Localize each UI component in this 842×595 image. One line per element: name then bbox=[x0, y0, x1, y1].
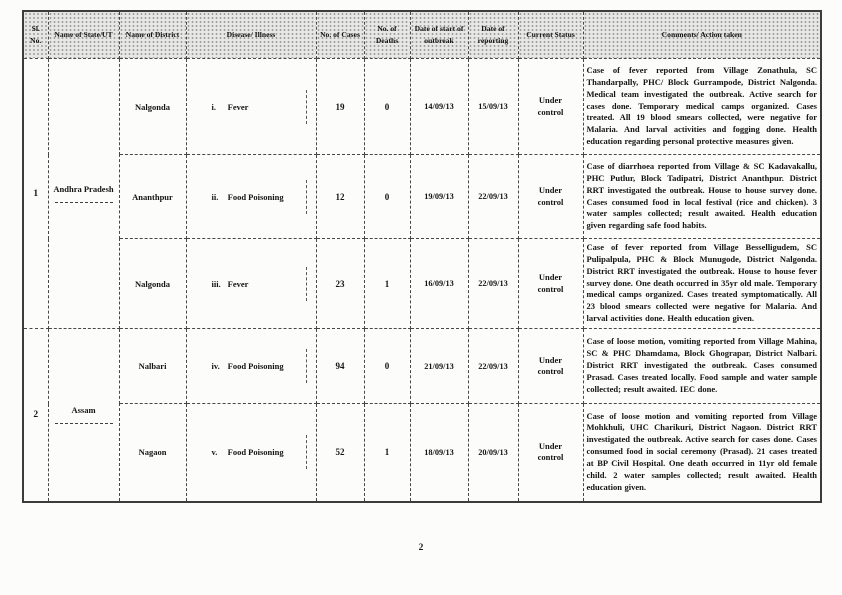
cases-cell: 19 bbox=[316, 59, 364, 155]
comments-cell bbox=[583, 59, 821, 155]
status-text: Under control bbox=[537, 185, 564, 207]
header-district: Name of District bbox=[119, 11, 186, 59]
comment-text: Case of fever reported from Village Zonathula, SC Thandarpally, PHC/ Block Gurrampode, District Nalgonda. Medical team investigated the outbreak. Active search for cases done. Temporary medical camps organized. Cases treated. All 19 blood smears collected, were negative for Malaria. And larval activities and fogging done. Health education regarding personal protective measures given. bbox=[586, 64, 817, 147]
cases-cell: 23 bbox=[316, 239, 364, 329]
comment-text: Case of loose motion and vomiting reported from Village Mohkhuli, UHC Charikuri, District Nagaon. District RRT investigated the outbreak. Active search for cases done. Cases consumed food in social ceremony (Prasad). 21 cases treated at BP Civil Hospital. One death occurred in 11yr old female child. 2 water samples collected; result awaited. Health education given. bbox=[586, 410, 817, 493]
cases-cell: 12 bbox=[316, 155, 364, 239]
status-text: Under control bbox=[537, 95, 564, 117]
disease-name: Food Poisoning bbox=[227, 447, 284, 458]
district-cell: Nagaon bbox=[119, 404, 186, 502]
start-date-cell: 18/09/13 bbox=[410, 404, 468, 502]
comment-text: Case of fever reported from Village Besselligudem, SC Pulipalpula, PHC & Block Munugode, District Nalgonda. District RRT investigated the outbreak. House to house fever survey done. One death occurred in 35yr old male. Temporary medical camps organized. Cases treated symptomatically. All 23 blood smears collected were negative for Malaria. And larval activities done. Health education given. bbox=[586, 241, 817, 324]
district-cell: Nalbari bbox=[119, 329, 186, 404]
header-report-date: Date of reporting bbox=[468, 11, 518, 59]
status-text: Under control bbox=[537, 272, 564, 294]
disease-number: ii. bbox=[211, 191, 219, 202]
state-cell bbox=[48, 329, 119, 502]
disease-cell bbox=[186, 329, 316, 404]
state-underline bbox=[55, 423, 113, 424]
state-name: Andhra Pradesh bbox=[53, 184, 114, 194]
header-disease: Disease/ Illness bbox=[186, 11, 316, 59]
header-sl-no: Sl. No. bbox=[23, 11, 48, 59]
start-date-cell: 14/09/13 bbox=[410, 59, 468, 155]
table-row bbox=[23, 404, 821, 502]
district-cell: Nalgonda bbox=[119, 59, 186, 155]
report-date-cell: 20/09/13 bbox=[468, 404, 518, 502]
deaths-cell: 1 bbox=[364, 239, 410, 329]
disease-number: iv. bbox=[211, 361, 220, 371]
table-row bbox=[23, 155, 821, 239]
disease-cell bbox=[186, 155, 316, 239]
state-underline bbox=[55, 202, 113, 203]
header-start-date: Date of start of outbreak bbox=[410, 11, 468, 59]
deaths-cell: 0 bbox=[364, 155, 410, 239]
table-row bbox=[23, 329, 821, 404]
report-date-cell: 22/09/13 bbox=[468, 239, 518, 329]
status-cell bbox=[518, 329, 583, 404]
header-cases: No. of Cases bbox=[316, 11, 364, 59]
disease-cell bbox=[186, 59, 316, 155]
disease-name: Food Poisoning bbox=[227, 191, 284, 202]
disease-name: Fever bbox=[227, 101, 249, 112]
header-status: Current Status bbox=[518, 11, 583, 59]
page-number: 2 bbox=[418, 543, 424, 553]
sl-no-cell: 2 bbox=[23, 329, 48, 502]
status-cell bbox=[518, 59, 583, 155]
comment-text: Case of loose motion, vomiting reported from Village Mahina, SC & PHC Dhamdama, Block Ghograpar, District Nalbari. District RRT investigated the outbreak. Cases consumed Prasad. Cases treated locally. Food sample and water sample collected; result awaited. IEC done. bbox=[586, 336, 817, 394]
disease-name: Fever bbox=[227, 278, 249, 289]
comment-text: Case of diarrhoea reported from Village & SC Kadavakallu, PHC Putlur, Block Tadipatri, District Ananthpur. District RRT investigated the outbreak. House to house survey done. Cases consumed food in local festival (rice and chicken). 3 water samples collected; result awaited. Health education given regarding safe food habits. bbox=[586, 160, 817, 231]
status-cell bbox=[518, 155, 583, 239]
start-date-cell: 21/09/13 bbox=[410, 329, 468, 404]
status-text: Under control bbox=[537, 354, 564, 376]
report-date-cell: 22/09/13 bbox=[468, 329, 518, 404]
deaths-cell: 0 bbox=[364, 329, 410, 404]
status-cell bbox=[518, 239, 583, 329]
status-cell bbox=[518, 404, 583, 502]
report-date-cell: 22/09/13 bbox=[468, 155, 518, 239]
cases-cell: 94 bbox=[316, 329, 364, 404]
table-row bbox=[23, 59, 821, 155]
district-cell: Ananthpur bbox=[119, 155, 186, 239]
state-cell bbox=[48, 59, 119, 329]
start-date-cell: 16/09/13 bbox=[410, 239, 468, 329]
header-deaths: No. of Deaths bbox=[364, 11, 410, 59]
header-state: Name of State/UT bbox=[48, 11, 119, 59]
disease-number: i. bbox=[211, 101, 216, 112]
comments-cell bbox=[583, 239, 821, 329]
comments-cell bbox=[583, 329, 821, 404]
disease-number: iii. bbox=[211, 278, 221, 289]
state-name: Assam bbox=[71, 405, 96, 416]
deaths-cell: 1 bbox=[364, 404, 410, 502]
status-text: Under control bbox=[537, 440, 564, 463]
header-comments: Comments/ Action taken bbox=[583, 11, 821, 59]
disease-cell bbox=[186, 404, 316, 502]
outbreak-report-table bbox=[22, 10, 822, 503]
comments-cell bbox=[583, 155, 821, 239]
report-date-cell: 15/09/13 bbox=[468, 59, 518, 155]
deaths-cell: 0 bbox=[364, 59, 410, 155]
table-row bbox=[23, 239, 821, 329]
table-header-row bbox=[23, 11, 821, 59]
comments-cell bbox=[583, 404, 821, 502]
cases-cell: 52 bbox=[316, 404, 364, 502]
district-cell: Nalgonda bbox=[119, 239, 186, 329]
disease-cell bbox=[186, 239, 316, 329]
disease-name: Food Poisoning bbox=[227, 361, 284, 371]
start-date-cell: 19/09/13 bbox=[410, 155, 468, 239]
disease-number: v. bbox=[211, 447, 218, 458]
sl-no-cell: 1 bbox=[23, 59, 48, 329]
